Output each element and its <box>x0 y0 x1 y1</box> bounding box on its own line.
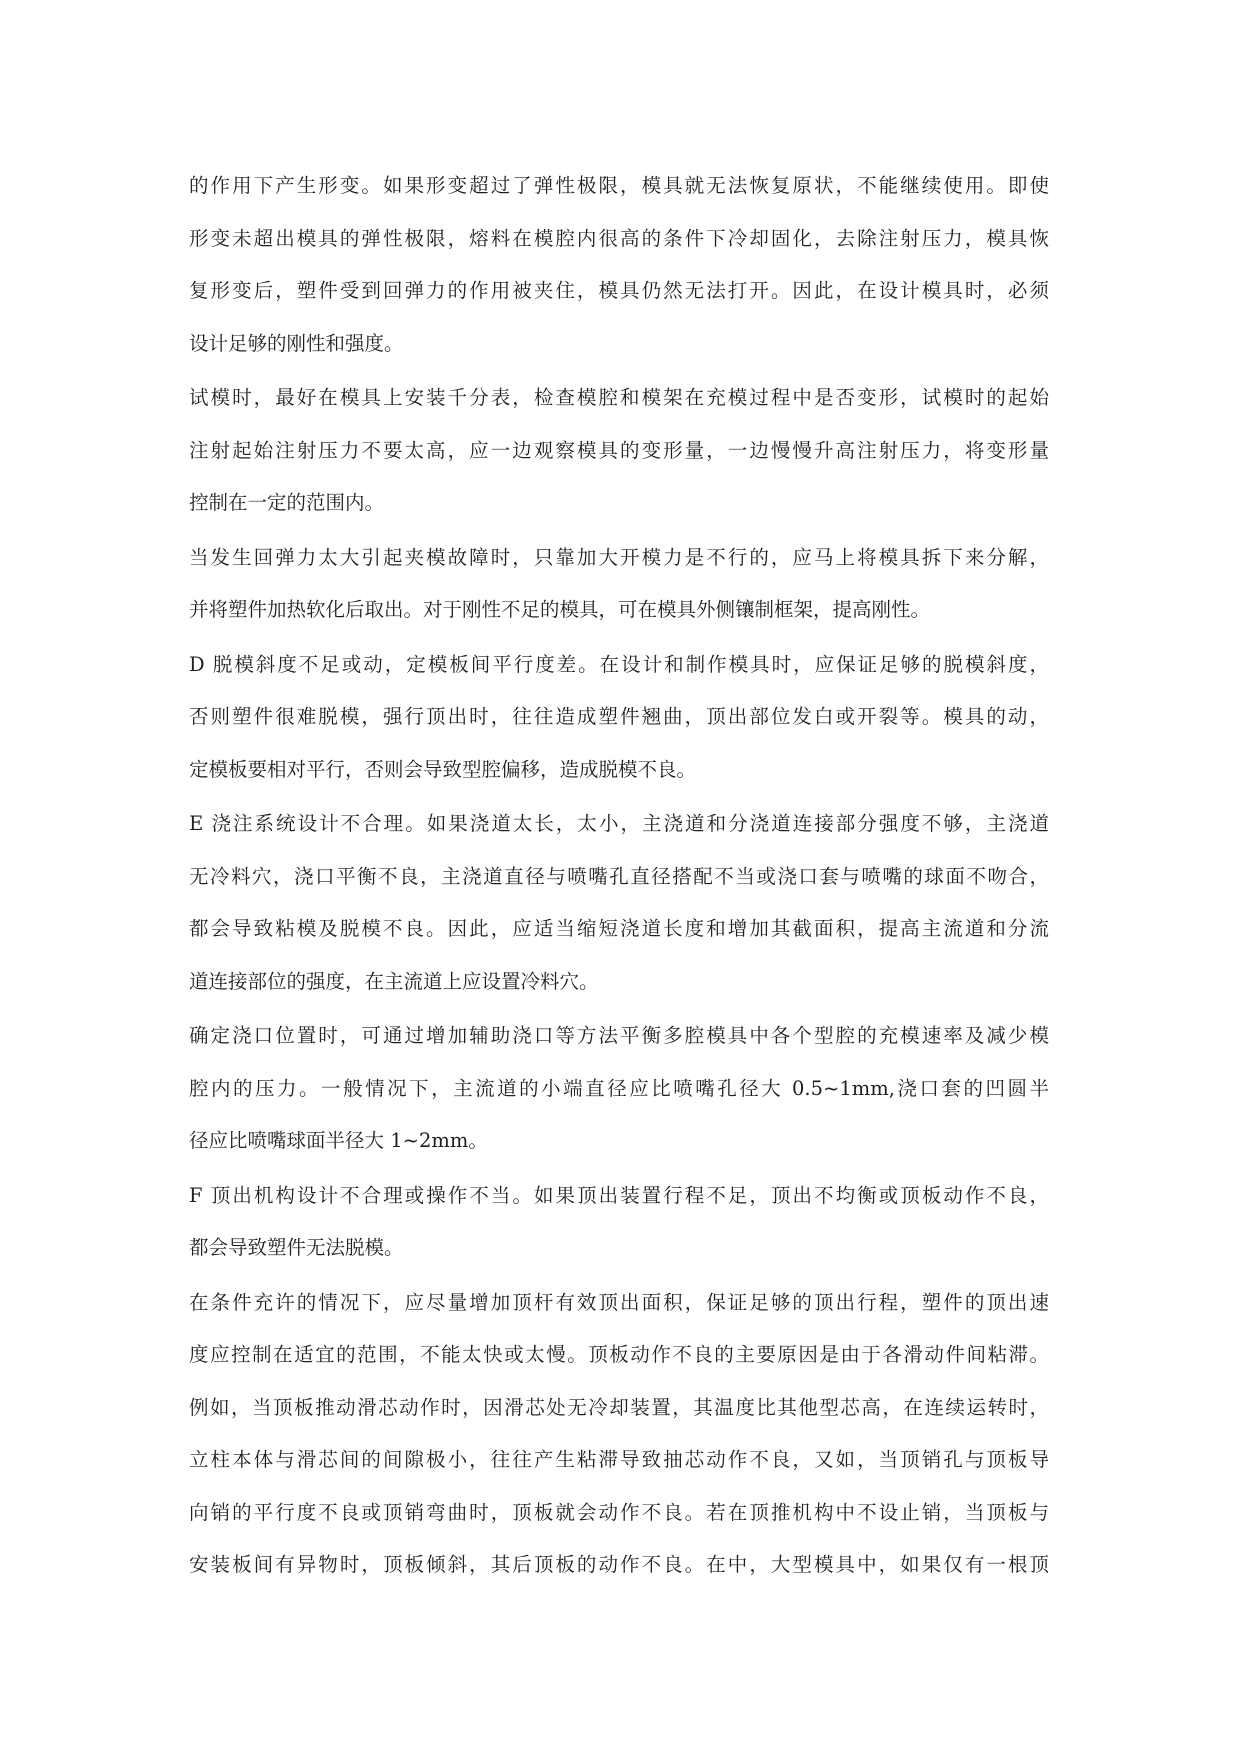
text-line: 确定浇口位置时，可通过增加辅助浇口等方法平衡多腔模具中各个型腔的充模速率及减少模 <box>189 1024 1049 1047</box>
text-line: 定模板要相对平行，否则会导致型腔偏移，造成脱模不良。 <box>189 757 697 781</box>
text-line: 设计足够的刚性和强度。 <box>189 331 404 355</box>
text-line: 都会导致粘模及脱模不良。因此，应适当缩短浇道长度和增加其截面积，提高主流道和分流 <box>189 917 1049 940</box>
text-line: 并将塑件加热软化后取出。对于刚性不足的模具，可在模具外侧镶制框架，提高刚性。 <box>189 598 931 621</box>
text-line: D 脱模斜度不足或动，定模板间平行度差。在设计和制作模具时，应保证足够的脱模斜度， <box>189 652 1049 676</box>
text-line: 都会导致塑件无法脱模。 <box>189 1236 404 1259</box>
text-line: 在条件充许的情况下，应尽量增加顶杆有效顶出面积，保证足够的顶出行程，塑件的顶出速 <box>189 1290 1049 1314</box>
text-line: 腔内的压力。一般情况下，主流道的小端直径应比喷嘴孔径大 0.5~1mm,浇口套的凹圆半 <box>189 1076 1049 1100</box>
text-line: 安装板间有异物时，顶板倾斜，其后顶板的动作不良。在中，大型模具中，如果仅有一根顶 <box>189 1553 1049 1576</box>
text-line: F 顶出机构设计不合理或操作不当。如果顶出装置行程不足，顶出不均衡或顶板动作不良， <box>189 1183 1049 1207</box>
text-line: 例如，当顶板推动滑芯动作时，因滑芯处无冷却装置，其温度比其他型芯高，在连续运转时， <box>189 1395 1049 1419</box>
text-line: 否则塑件很难脱模，强行顶出时，往往造成塑件翘曲，顶出部位发白或开裂等。模具的动， <box>189 705 1049 728</box>
paragraph-ejection <box>189 1277 1049 1592</box>
text-line: 的作用下产生形变。如果形变超过了弹性极限，模具就无法恢复原状，不能继续使用。即使 <box>189 174 1049 197</box>
paragraph-section-f <box>189 1170 1049 1275</box>
text-line: 无冷料穴，浇口平衡不良，主浇道直径与喷嘴孔直径搭配不当或浇口套与喷嘴的球面不吻合， <box>189 864 1049 888</box>
paragraph-gate-position <box>189 1010 1049 1168</box>
text-line: 复形变后，塑件受到回弹力的作用被夹住，模具仍然无法打开。因此，在设计模具时，必须 <box>189 279 1049 302</box>
text-line: E 浇注系统设计不合理。如果浇道太长，太小，主浇道和分浇道连接部分强度不够，主浇道 <box>189 812 1049 835</box>
text-line: 注射起始注射压力不要太高，应一边观察模具的变形量，一边慢慢升高注射压力，将变形量 <box>189 438 1049 462</box>
paragraph-trial-mold <box>189 372 1049 530</box>
paragraph-deformation <box>189 160 1049 370</box>
text-line: 形变未超出模具的弹性极限，熔料在模腔内很高的条件下冷却固化，去除注射压力，模具恢 <box>189 226 1049 250</box>
text-line: 度应控制在适宜的范围，不能太快或太慢。顶板动作不良的主要原因是由于各滑动件间粘滞。 <box>189 1343 1049 1366</box>
text-line: 控制在一定的范围内。 <box>189 491 385 514</box>
body-text <box>189 160 1049 1594</box>
text-line: 向销的平行度不良或顶销弯曲时，顶板就会动作不良。若在顶推机构中不设止销，当顶板与 <box>189 1500 1049 1524</box>
paragraph-section-d <box>189 639 1049 797</box>
text-line: 当发生回弹力太大引起夹模故障时，只靠加大开模力是不行的，应马上将模具拆下来分解， <box>189 545 1049 569</box>
text-line: 试模时，最好在模具上安装千分表，检查模腔和模架在充模过程中是否变形，试模时的起始 <box>189 386 1049 409</box>
text-line: 立柱本体与滑芯间的间隙极小，往往产生粘滞导致抽芯动作不良，又如，当顶销孔与顶板导 <box>189 1448 1049 1471</box>
text-line: 径应比喷嘴球面半径大 1~2mm。 <box>189 1129 488 1152</box>
paragraph-section-e <box>189 798 1049 1008</box>
text-line: 道连接部位的强度，在主流道上应设置冷料穴。 <box>189 969 599 993</box>
paragraph-spring-back <box>189 532 1049 637</box>
